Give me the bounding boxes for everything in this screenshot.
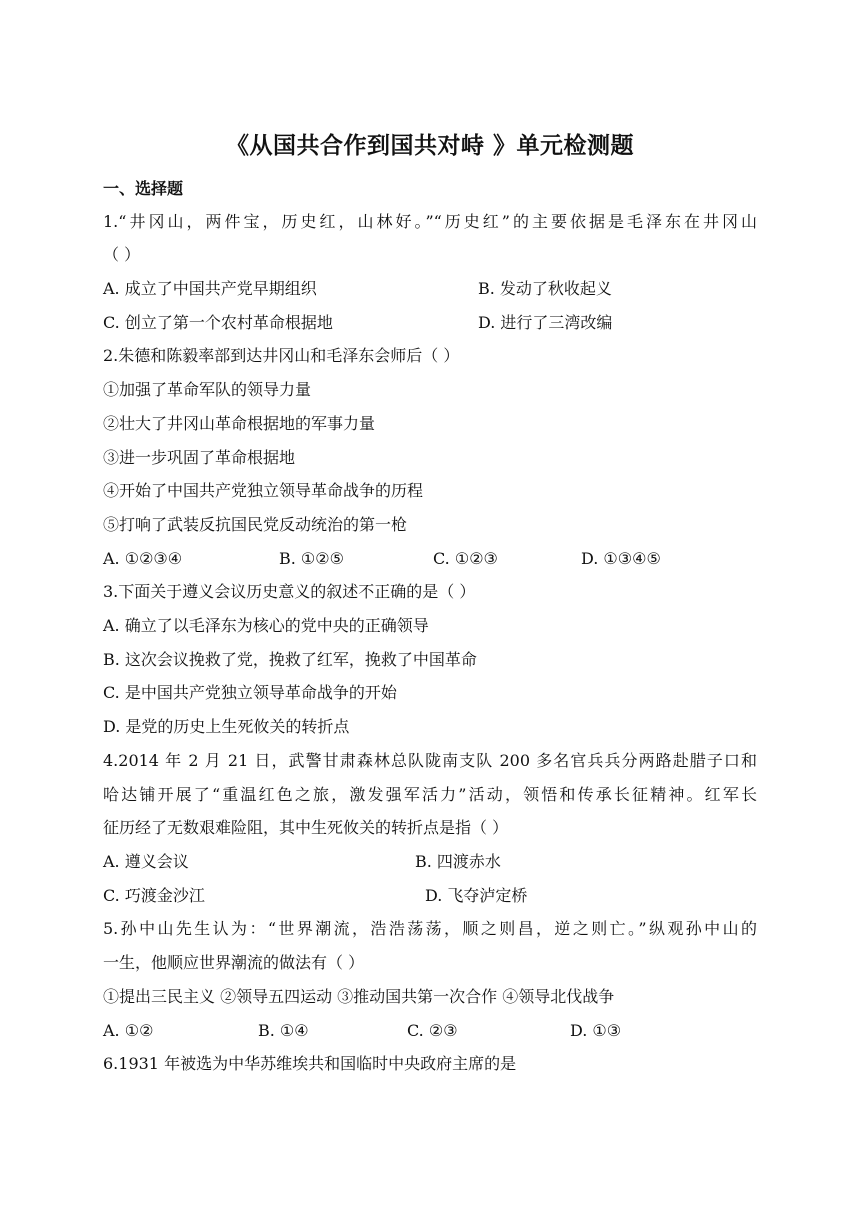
q4-stem-line2: 哈达铺开展了“重温红色之旅，激发强军活力”活动，领悟和传承长征精神。红军长 (103, 785, 757, 804)
q4-option-a: A. 遵义会议 (103, 852, 189, 871)
q2-option-a: A. ①②③④ (103, 549, 183, 568)
q5-stem-line2: 一生，他顺应世界潮流的做法有（ ） (103, 953, 365, 972)
q5-stem-line1: 5.孙中山先生认为：“世界潮流，浩浩荡荡，顺之则昌，逆之则亡。”纵观孙中山的 (103, 919, 757, 938)
q3-option-a: A. 确立了以毛泽东为核心的党中央的正确领导 (103, 616, 429, 635)
page-title: 《从国共合作到国共对峙 》单元检测题 (225, 132, 634, 159)
q1-option-b: B. 发动了秋收起义 (478, 279, 612, 298)
q5-option-d: D. ①③ (570, 1021, 622, 1040)
q2-option-b: B. ①②⑤ (279, 549, 344, 568)
q1-stem-line1: 1.“井冈山，两件宝，历史红，山林好。”“历史红”的主要依据是毛泽东在井冈山 (103, 212, 757, 231)
q2-item-5: ⑤打响了武装反抗国民党反动统治的第一枪 (103, 515, 408, 534)
q1-option-c: C. 创立了第一个农村革命根据地 (103, 313, 333, 332)
q5-option-c: C. ②③ (407, 1021, 458, 1040)
q5-option-b: B. ①④ (258, 1021, 309, 1040)
q3-option-d: D. 是党的历史上生死攸关的转折点 (103, 717, 350, 736)
q3-option-b: B. 这次会议挽救了党，挽救了红军，挽救了中国革命 (103, 650, 477, 669)
q5-items: ①提出三民主义 ②领导五四运动 ③推动国共第一次合作 ④领导北伐战争 (103, 987, 615, 1006)
q4-stem-line1: 4.2014 年 2 月 21 日，武警甘肃森林总队陇南支队 200 多名官兵兵分两路赴腊子口和 (103, 751, 757, 770)
q4-option-b: B. 四渡赤水 (415, 852, 501, 871)
q2-item-1: ①加强了革命军队的领导力量 (103, 380, 312, 399)
q2-stem: 2.朱德和陈毅率部到达井冈山和毛泽东会师后（ ） (103, 346, 460, 365)
q2-option-d: D. ①③④⑤ (581, 549, 661, 568)
q3-option-c: C. 是中国共产党独立领导革命战争的开始 (103, 683, 397, 702)
q4-option-c: C. 巧渡金沙江 (103, 886, 205, 905)
q1-option-d: D. 进行了三湾改编 (478, 313, 613, 332)
q4-stem-line3: 征历经了无数艰难险阻，其中生死攸关的转折点是指（ ） (103, 818, 509, 837)
section-heading: 一、选择题 (103, 179, 184, 198)
q2-item-4: ④开始了中国共产党独立领导革命战争的历程 (103, 481, 424, 500)
q6-stem: 6.1931 年被选为中华苏维埃共和国临时中央政府主席的是 (103, 1054, 517, 1073)
q2-option-c: C. ①②③ (433, 549, 498, 568)
q5-option-a: A. ①② (103, 1021, 154, 1040)
q2-item-2: ②壮大了井冈山革命根据地的军事力量 (103, 414, 376, 433)
q1-option-a: A. 成立了中国共产党早期组织 (103, 279, 317, 298)
q3-stem: 3.下面关于遵义会议历史意义的叙述不正确的是（ ） (103, 582, 476, 601)
q4-option-d: D. 飞夺泸定桥 (425, 886, 528, 905)
q1-stem-line2: （ ） (103, 245, 141, 264)
q2-item-3: ③进一步巩固了革命根据地 (103, 448, 296, 467)
